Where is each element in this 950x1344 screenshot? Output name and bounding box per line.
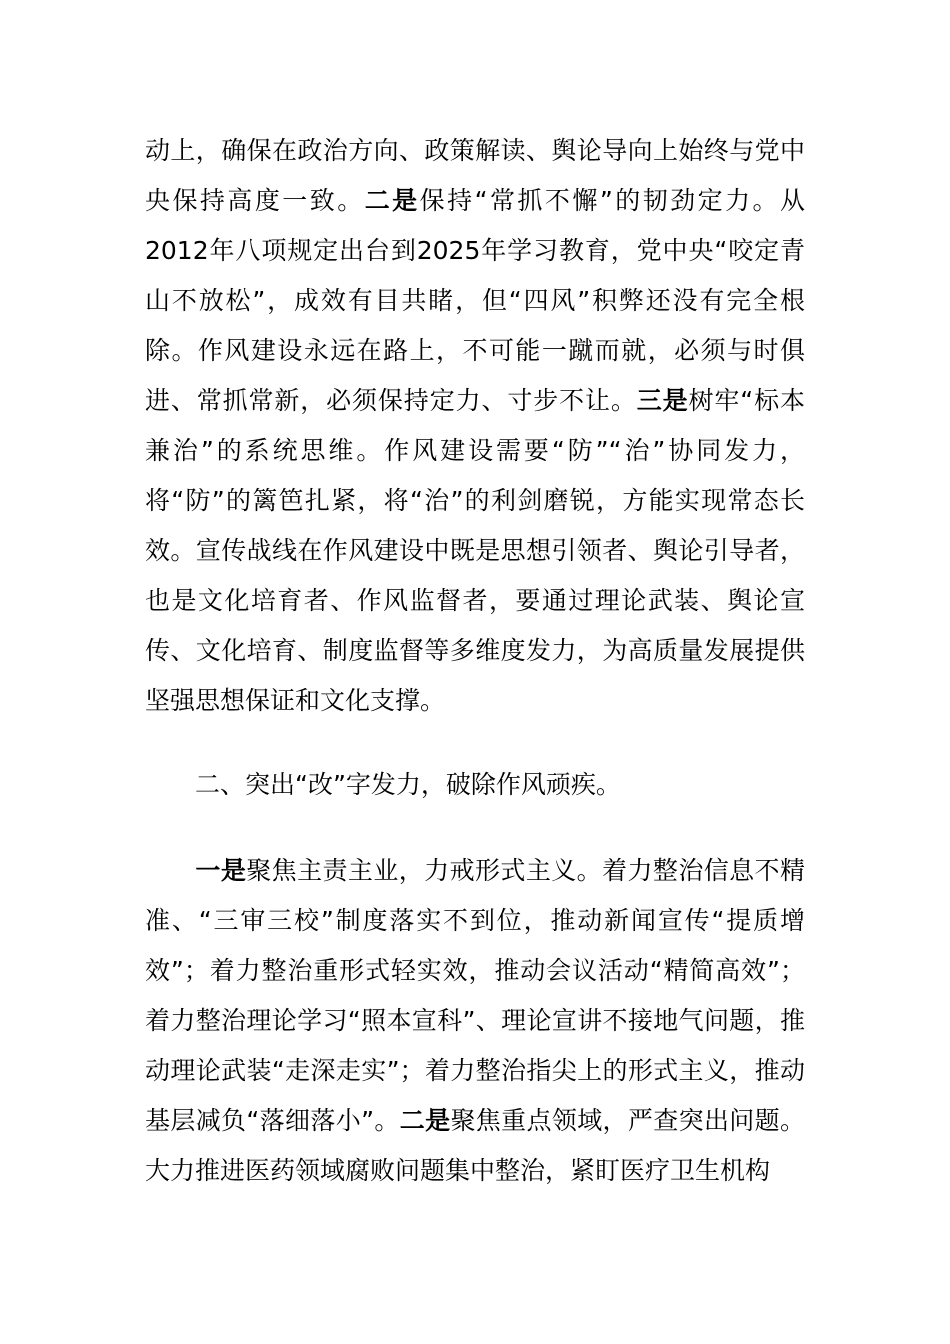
section-heading: 二、突出“改”字发力，破除作风顽疾。 <box>195 770 621 799</box>
para2-seg-1: 聚焦主责主业，力戒形式主义。着力整治信息不精准、“三审三校”制度落实不到位，推动新闻宣传“提质增效”；着力整治重形式轻实效，推动会议活动“精简高效”；着力整治理论学习“照本宣科”、理论宣讲不接地气问题，推动理论武装“走深走实”；着力整治指尖上的形式主义，推动基层减负“落细落小”。 <box>145 856 805 1135</box>
para1-bold-san-shi: 三是 <box>636 386 689 415</box>
para2-seg-3: 聚焦重点领域，严查突出问题。大力推进医药领域腐败问题集中整治，紧盯医疗卫生机构 <box>145 1106 805 1185</box>
paragraph-continuation <box>145 126 805 726</box>
para2-bold-er-shi: 二是 <box>399 1106 451 1135</box>
para1-seg-0: 动上，确保在政治方向、政策解读、舆论导向上始终与党中央保持高度一致。 <box>145 136 805 215</box>
para1-seg-4: 树牢“标本兼治”的系统思维。作风建设需要“防”“治”协同发力，将“防”的篱笆扎紧，将“治”的利剑磨锐，方能实现常态长效。宣传战线在作风建设中既是思想引领者、舆论引导者，也是文化培育者、作风监督者，要通过理论武装、舆论宣传、文化培育、制度监督等多维度发力，为高质量发展提供坚强思想保证和文化支撑。 <box>145 386 805 715</box>
paragraph-section-two <box>145 846 805 1196</box>
para1-seg-2: 保持“常抓不懈”的韧劲定力。从2012年八项规定出台到2025年学习教育，党中央“咬定青山不放松”，成效有目共睹，但“四风”积弊还没有完全根除。作风建设永远在路上，不可能一蹴而就，必须与时俱进、常抓常新，必须保持定力、寸步不让。 <box>145 186 805 415</box>
para1-bold-er-shi: 二是 <box>364 186 420 215</box>
para2-bold-yi-shi: 一是 <box>195 856 247 885</box>
section-heading-line <box>145 760 621 810</box>
